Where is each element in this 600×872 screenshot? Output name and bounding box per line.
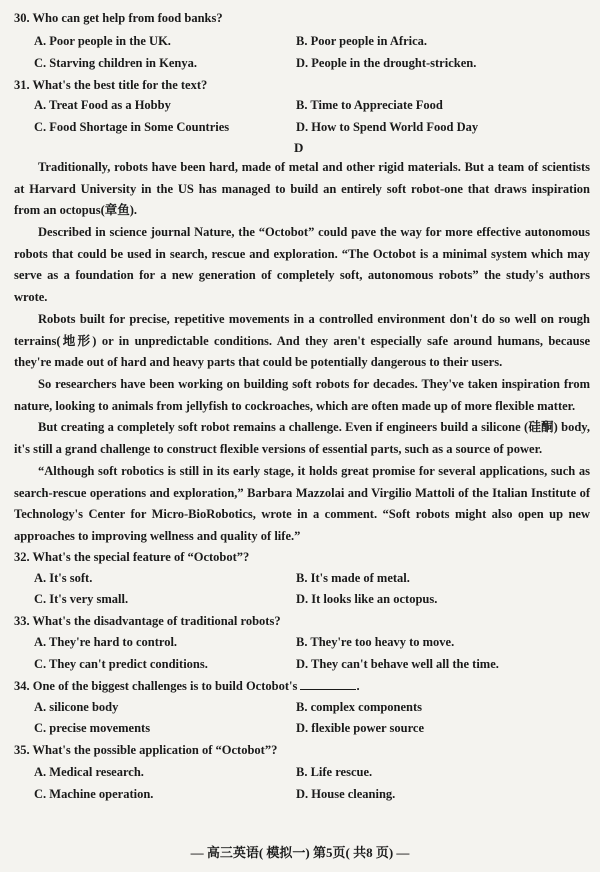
question-35-option-b: B. Life rescue. (296, 765, 373, 779)
question-33-option-a: A. They're hard to control. (34, 635, 178, 649)
passage-paragraph-2: Described in science journal Nature, the “Octobot” could pave the way for more effective autonomous robots that could be used in search, rescue and exploration. “The Octobot is a minimal system which may serve as a foundation for a new generation of completely soft, autonomous robots” the study's authors wrote. (14, 225, 590, 304)
question-31-option-a: A. Treat Food as a Hobby (34, 98, 171, 112)
question-32-option-a: A. It's soft. (34, 571, 93, 585)
question-30-stem: 30. Who can get help from food banks? (14, 11, 223, 25)
question-31-option-b: B. Time to Appreciate Food (296, 98, 443, 112)
question-32-option-c: C. It's very small. (34, 592, 129, 606)
passage-paragraph-3: Robots built for precise, repetitive movements in a controlled environment don't do so well on rough terrains(地形) or in unpredictable conditions. And they aren't especially safe around humans, because they're made out of hard and heavy parts that could be potentially dangerous to their users. (14, 312, 590, 370)
passage-paragraph-1: Traditionally, robots have been hard, made of metal and other rigid materials. But a team of scientists at Harvard University in the US has managed to build an entirely soft robot-one that draws inspiration from an octopus(章鱼). (14, 160, 590, 218)
question-33-stem: 33. What's the disadvantage of traditional robots? (14, 614, 281, 628)
question-33-option-d: D. They can't behave well all the time. (296, 657, 499, 671)
question-35-option-c: C. Machine operation. (34, 787, 154, 801)
question-34-option-c: C. precise movements (34, 721, 151, 735)
question-31-option-d: D. How to Spend World Food Day (296, 120, 479, 134)
passage-paragraph-6: “Although soft robotics is still in its early stage, it holds great promise for several applications, such as search-rescue operations and exploration,” Barbara Mazzolai and Virgilio Mattoli of the Italian Institute of Technology's Center for Micro-BioRobotics, wrote in a comment. “Soft robots might also open up new approaches to improving wellness and quality of life.” (14, 464, 590, 543)
page-footer: — 高三英语( 模拟一) 第5页( 共8 页) — (190, 845, 410, 860)
question-34-option-b: B. complex components (296, 700, 423, 714)
passage-paragraph-5: But creating a completely soft robot remains a challenge. Even if engineers build a silicone (硅酮) body, it's still a grand challenge to construct flexible versions of essential parts, such as a source of power. (14, 420, 590, 456)
question-32-stem: 32. What's the special feature of “Octobot”? (14, 550, 250, 564)
question-34-option-a: A. silicone body (34, 700, 119, 714)
question-32-option-b: B. It's made of metal. (296, 571, 410, 585)
question-33-option-b: B. They're too heavy to move. (296, 635, 455, 649)
question-32-option-d: D. It looks like an octopus. (296, 592, 438, 606)
question-34-option-d: D. flexible power source (296, 721, 424, 735)
passage-paragraph-4: So researchers have been working on building soft robots for decades. They've taken inspiration from nature, looking to animals from jellyfish to cockroaches, which are often made up of more flexible matter. (14, 377, 590, 413)
question-31-option-c: C. Food Shortage in Some Countries (34, 120, 230, 134)
question-30-option-a: A. Poor people in the UK. (34, 34, 171, 48)
question-35-option-a: A. Medical research. (34, 765, 144, 779)
question-30-option-c: C. Starving children in Kenya. (34, 56, 197, 70)
question-34-stem-end: . (356, 679, 360, 693)
section-letter: D (294, 140, 304, 155)
question-30-option-d: D. People in the drought-stricken. (296, 56, 477, 70)
question-34-stem-text: 34. One of the biggest challenges is to build Octobot's (14, 679, 298, 693)
question-35-option-d: D. House cleaning. (296, 787, 396, 801)
question-30-option-b: B. Poor people in Africa. (296, 34, 428, 48)
question-34-stem (14, 678, 360, 694)
question-35-stem: 35. What's the possible application of “Octobot”? (14, 743, 278, 757)
question-31-stem: 31. What's the best title for the text? (14, 78, 208, 92)
question-33-option-c: C. They can't predict conditions. (34, 657, 208, 671)
answer-blank (300, 678, 356, 690)
